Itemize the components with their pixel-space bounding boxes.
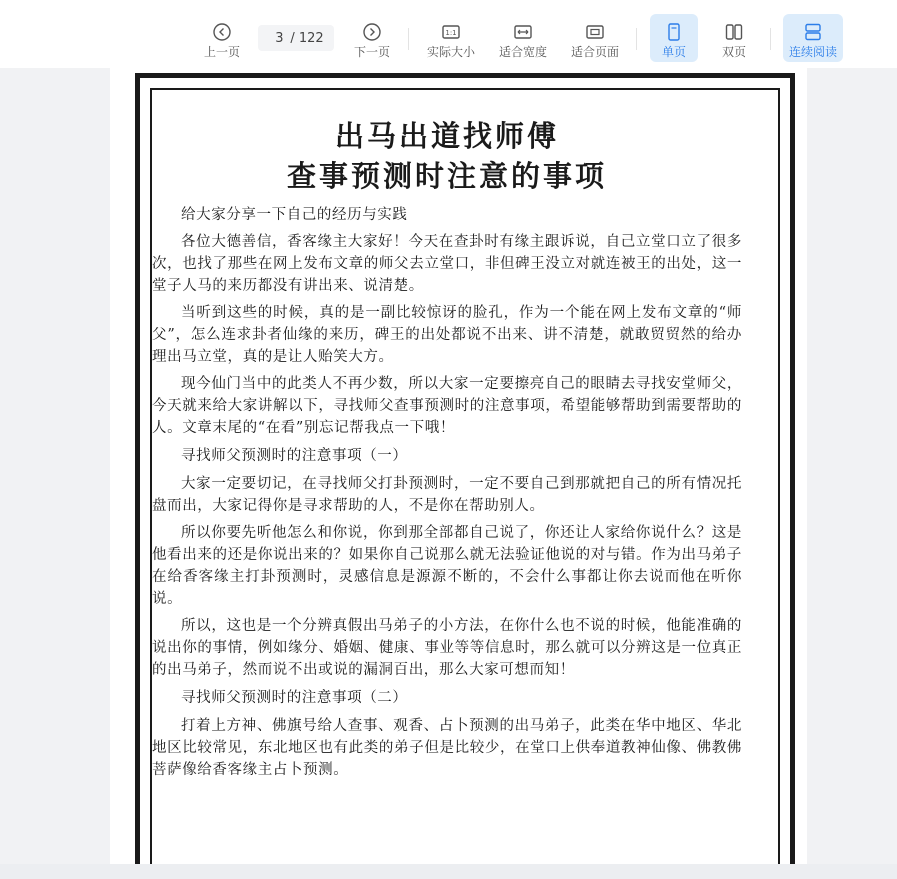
doc-title-line-2: 查事预测时注意的事项 xyxy=(286,159,607,193)
actual-size-icon xyxy=(441,22,461,42)
chevron-left-circle-icon xyxy=(212,22,232,42)
chevron-right-circle-icon xyxy=(362,22,382,42)
double-page-label: 双页 xyxy=(721,45,746,59)
doc-section-heading: 寻找师父预测时的注意事项（二） xyxy=(181,690,408,706)
toolbar-divider xyxy=(408,28,409,50)
actual-size-button[interactable] xyxy=(424,14,478,62)
doc-intro: 给大家分享一下自己的经历与实践 xyxy=(181,207,408,223)
fit-page-button[interactable] xyxy=(568,14,622,62)
doc-title-line-1: 出马出道找师傅 xyxy=(334,119,559,153)
current-page-input[interactable] xyxy=(268,31,290,46)
page-content xyxy=(152,116,742,781)
doc-section-heading: 寻找师父预测时的注意事项（一） xyxy=(181,448,408,464)
single-page-label: 单页 xyxy=(661,45,686,59)
fit-page-icon xyxy=(585,22,605,42)
fit-width-button[interactable] xyxy=(496,14,550,62)
total-pages: / 122 xyxy=(290,30,324,46)
continuous-reading-icon xyxy=(803,22,823,42)
single-page-button[interactable] xyxy=(650,14,698,62)
continuous-reading-label: 连续阅读 xyxy=(788,45,837,59)
fit-page-label: 适合页面 xyxy=(570,45,619,59)
toolbar-divider xyxy=(770,28,771,50)
next-page-label: 下一页 xyxy=(353,45,390,59)
continuous-reading-button[interactable] xyxy=(783,14,843,62)
prev-page-label: 上一页 xyxy=(203,45,240,59)
page-indicator xyxy=(258,25,334,51)
double-page-icon xyxy=(724,22,744,42)
doc-paragraph: 各位大德善信，香客缘主大家好！今天在查卦时有缘主跟诉说，自己立堂口立了很多次，也找了那些在网上发布文章的师父去立堂口，非但碑王没立对就连被王的出处，这一堂子人马的来历都没有讲出来、说清楚。 xyxy=(152,234,742,294)
doc-paragraph: 大家一定要切记，在寻找师父打卦预测时，一定不要自己到那就把自己的所有情况托盘而出，大家记得你是寻求帮助的人，不是你在帮助别人。 xyxy=(152,476,742,514)
doc-paragraph: 打着上方神、佛旗号给人查事、观香、占卜预测的出马弟子，此类在华中地区、华北地区比较常见，东北地区也有此类的弟子但是比较少，在堂口上供奉道教神仙像、佛教佛菩萨像给香客缘主占卜预测。 xyxy=(152,718,742,778)
actual-size-badge: 1:1 xyxy=(445,29,457,37)
fit-width-label: 适合宽度 xyxy=(498,45,547,59)
pdf-toolbar xyxy=(0,0,897,68)
single-page-icon xyxy=(664,22,684,42)
doc-paragraph: 所以，这也是一个分辨真假出马弟子的小方法，在你什么也不说的时候，他能准确的说出你的事情，例如缘分、婚姻、健康、事业等等信息时，那么就可以分辨这是一位真正的出马弟子，然而说不出或说的漏洞百出，那么大家可想而知！ xyxy=(152,618,742,678)
doc-paragraph: 现今仙门当中的此类人不再少数，所以大家一定要擦亮自己的眼睛去寻找安堂师父，今天就来给大家讲解以下，寻找师父查事预测时的注意事项，希望能够帮助到需要帮助的人。文章末尾的“在看”别忘记帮我点一下哦！ xyxy=(152,376,742,436)
actual-size-label: 实际大小 xyxy=(426,45,475,59)
toolbar-divider xyxy=(636,28,637,50)
double-page-button[interactable] xyxy=(712,14,756,62)
document-page xyxy=(110,68,807,864)
next-page-button[interactable] xyxy=(350,14,394,62)
doc-paragraph: 当听到这些的时候，真的是一副比较惊讶的脸孔，作为一个能在网上发布文章的“师父”，怎么连求卦者仙缘的来历，碑王的出处都说不出来、讲不清楚，就敢贸贸然的给办理出马立堂，真的是让人贻笑大方。 xyxy=(152,305,742,365)
fit-width-icon xyxy=(513,22,533,42)
prev-page-button[interactable] xyxy=(200,14,244,62)
doc-paragraph: 所以你要先听他怎么和你说，你到那全部都自己说了，你还让人家给你说什么？这是他看出来的还是你说出来的？如果你自己说那么就无法验证他说的对与错。作为出马弟子在给香客缘主打卦预测时，灵感信息是源源不断的，不会什么事都让你去说而他在听你说。 xyxy=(152,525,742,607)
horizontal-scrollbar[interactable] xyxy=(0,864,897,879)
